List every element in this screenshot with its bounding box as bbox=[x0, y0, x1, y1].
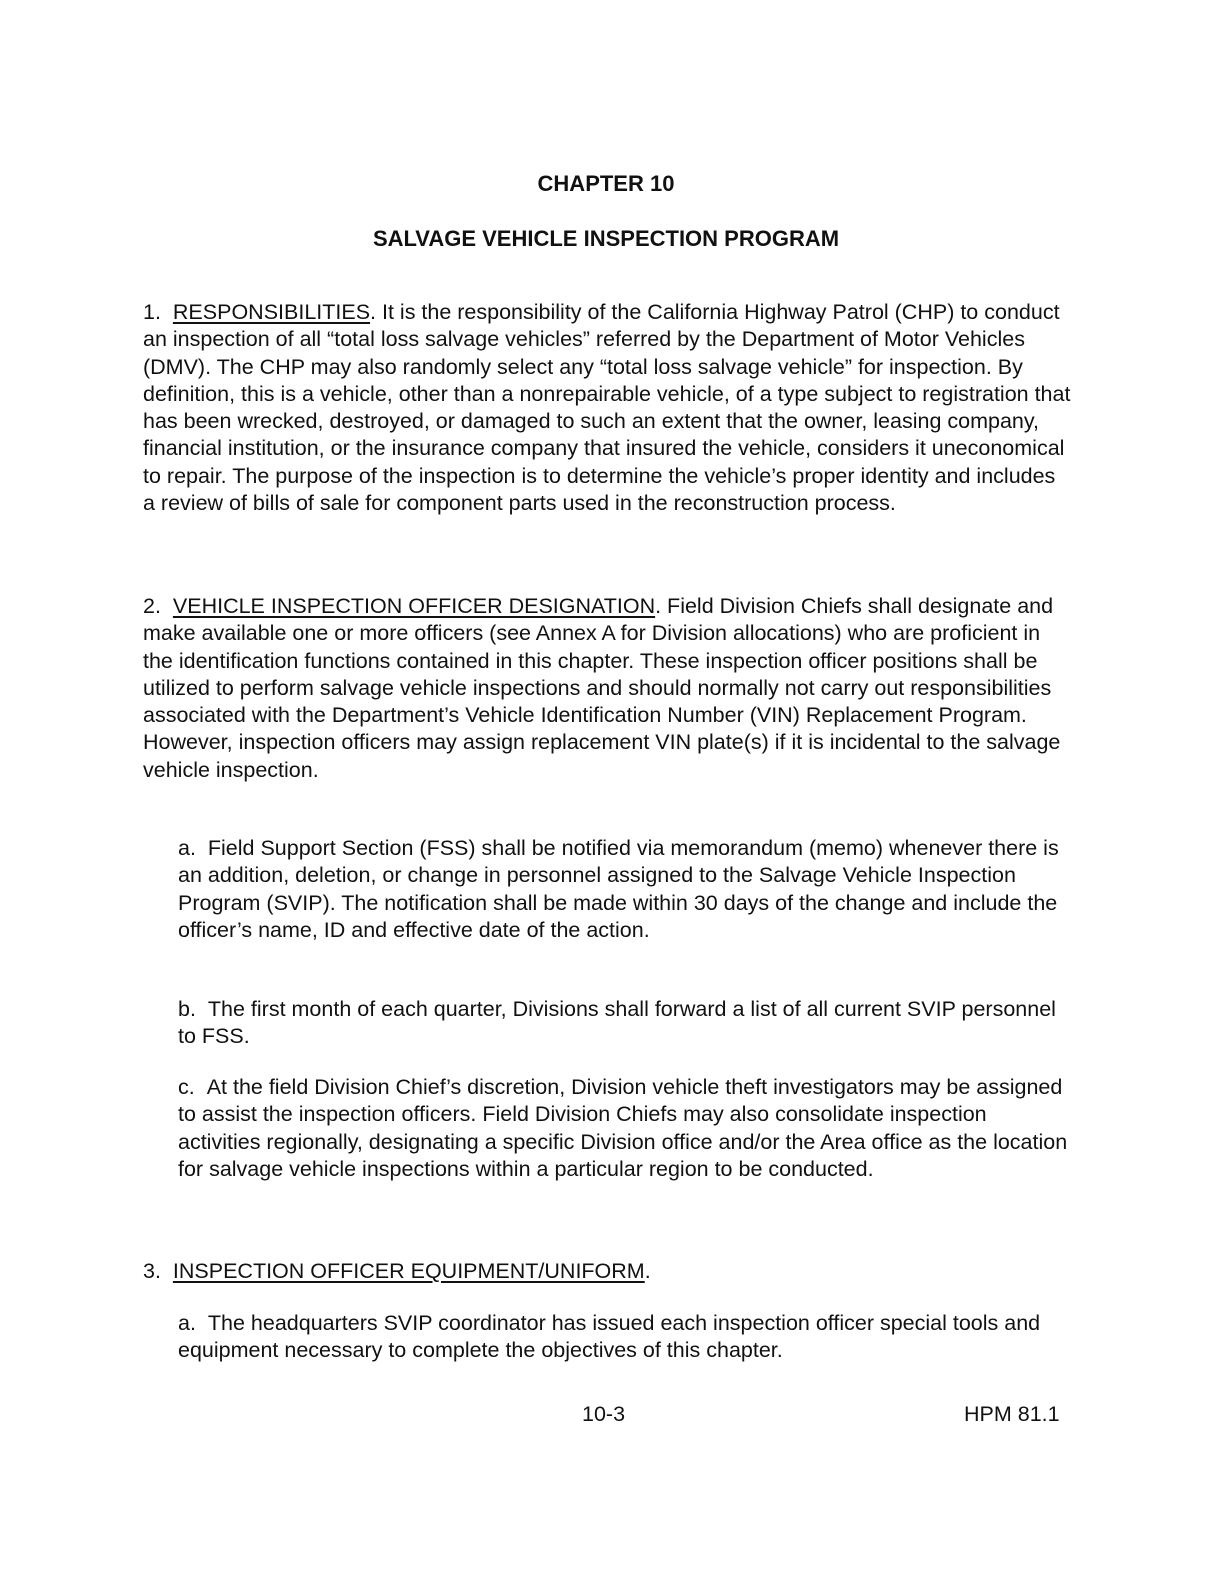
subsection-text: At the field Division Chief’s discretion, Division vehicle theft investigators may be assigned to assist the inspection officers. Field Division Chiefs may also consolidate inspection activities regionally, designating a specific Division office and/or the Area office as the location for salvage vehicle inspections within a particular region to be conducted. bbox=[178, 1075, 1068, 1181]
subsection-label: a. bbox=[178, 836, 196, 860]
section-heading: RESPONSIBILITIES bbox=[172, 300, 371, 324]
chapter-heading: CHAPTER 10 bbox=[537, 171, 675, 196]
subsection-label: a. bbox=[178, 1311, 196, 1335]
section-heading: INSPECTION OFFICER EQUIPMENT/UNIFORM bbox=[172, 1259, 645, 1283]
subsection-item bbox=[178, 1310, 1073, 1365]
section-equipment-uniform bbox=[143, 1258, 1073, 1285]
section-body: . bbox=[644, 1259, 651, 1283]
subsection-item bbox=[178, 835, 1073, 944]
subsection-item bbox=[178, 996, 1073, 1051]
section-number: 3. bbox=[143, 1259, 161, 1283]
section-officer-designation bbox=[143, 593, 1073, 784]
page-number: 10-3 bbox=[582, 1402, 626, 1426]
subsection-item bbox=[178, 1074, 1073, 1183]
section-heading: VEHICLE INSPECTION OFFICER DESIGNATION bbox=[172, 594, 656, 618]
subsection-text: Field Support Section (FSS) shall be notified via memorandum (memo) whenever there is an addition, deletion, or change in personnel assigned to the Salvage Vehicle Inspection Program (SVIP). The notification shall be made within 30 days of the change and include the officer’s name, ID and effective date of the action. bbox=[178, 836, 1059, 942]
subsection-text: The headquarters SVIP coordinator has issued each inspection officer special tools and equipment necessary to complete the objectives of this chapter. bbox=[178, 1311, 1041, 1363]
manual-reference: HPM 81.1 bbox=[964, 1402, 1060, 1426]
section-number: 2. bbox=[143, 594, 161, 618]
section-number: 1. bbox=[143, 300, 161, 324]
subsection-label: c. bbox=[178, 1075, 195, 1099]
section-body: . It is the responsibility of the California Highway Patrol (CHP) to conduct an inspection of all “total loss salvage vehicles” referred by the Department of Motor Vehicles (DMV). The CHP may also randomly select any “total loss salvage vehicle” for inspection. By definition, this is a vehicle, other than a nonrepairable vehicle, of a type subject to registration that has been wrecked, destroyed, or damaged to such an extent that the owner, leasing company, financial institution, or the insurance company that insured the vehicle, considers it uneconomical to repair. The purpose of the inspection is to determine the vehicle’s proper identity and includes a review of bills of sale for component parts used in the reconstruction process. bbox=[143, 300, 1071, 516]
chapter-title: SALVAGE VEHICLE INSPECTION PROGRAM bbox=[372, 226, 840, 251]
subsection-label: b. bbox=[178, 997, 196, 1021]
subsection-text: The first month of each quarter, Divisions shall forward a list of all current SVIP personnel to FSS. bbox=[178, 997, 1056, 1049]
section-responsibilities bbox=[143, 299, 1073, 517]
section-body: . Field Division Chiefs shall designate and make available one or more officers (see Annex A for Division allocations) who are proficient in the identification functions contained in this chapter. These inspection officer positions shall be utilized to perform salvage vehicle inspections and should normally not carry out responsibilities associated with the Department’s Vehicle Identification Number (VIN) Replacement Program. However, inspection officers may assign replacement VIN plate(s) if it is incidental to the salvage vehicle inspection. bbox=[143, 594, 1061, 782]
